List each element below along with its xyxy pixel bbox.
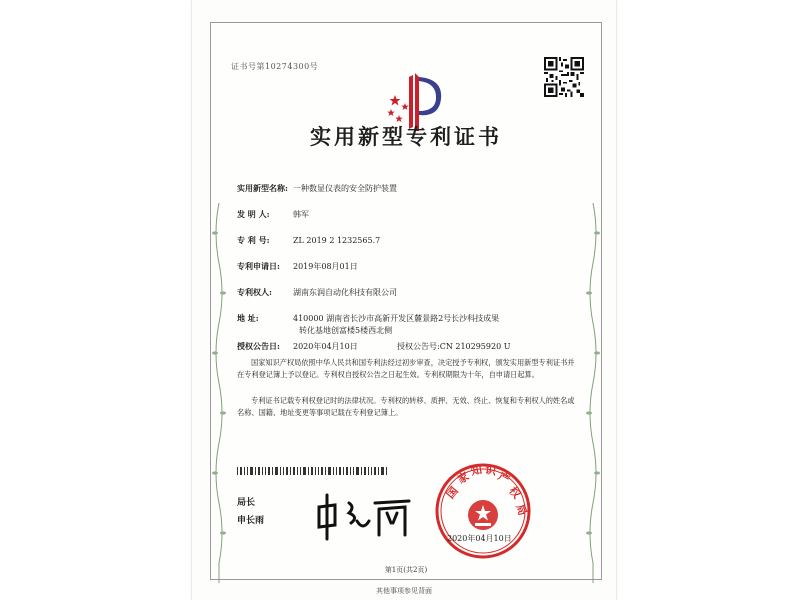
field-utility-model-name xyxy=(237,183,397,194)
field-value: 2020年04月10日 xyxy=(293,342,358,351)
field-label: 发 明 人: xyxy=(237,209,270,219)
address-line-2: 转化基地创富楼5楼西北侧 xyxy=(299,326,393,335)
field-value: 2019年08月01日 xyxy=(293,262,358,271)
official-seal-icon xyxy=(433,461,533,561)
field-inventor xyxy=(237,209,309,220)
seal-date: 2020年04月10日 xyxy=(447,534,512,543)
footer-note: 其他事项参见背面 xyxy=(376,587,432,595)
svg-text:国: 国 xyxy=(443,484,461,502)
qr-code-icon xyxy=(544,57,584,97)
certificate-frame xyxy=(210,22,602,580)
field-label: 授权公告日: xyxy=(237,341,280,351)
field-label: 地 址: xyxy=(237,313,259,323)
director-title: 局长 xyxy=(237,498,256,508)
page-indicator: 第1页(共2页) xyxy=(384,566,428,574)
field-label: 实用新型名称: xyxy=(237,183,288,193)
grant-statement-paragraph: 国家知识产权局依照中华人民共和国专利法经过初步审查，决定授予专利权，颁发实用新型专利证书并在专利登记簿上予以登记。专利权自授权公告之日起生效。专利权期限为十年，自申请日起算。 xyxy=(237,358,575,379)
vine-border-left-icon xyxy=(211,203,227,583)
field-value: ZL 2019 2 1232565.7 xyxy=(293,236,381,245)
certificate-title: 实用新型专利证书 xyxy=(310,124,502,149)
field-patentee xyxy=(237,287,397,298)
field-value: 韩军 xyxy=(293,210,309,219)
field-value: 一种数显仪表的安全防护装置 xyxy=(293,184,397,193)
svg-text:家: 家 xyxy=(455,469,472,487)
certificate-number: 证书号第10274300号 xyxy=(231,62,319,71)
field-label: 专利申请日: xyxy=(237,261,280,271)
vine-border-right-icon xyxy=(585,203,601,583)
publication-number: 授权公告号:CN 210295920 U xyxy=(397,342,511,351)
svg-text:知: 知 xyxy=(469,463,483,478)
field-label: 专利权人: xyxy=(237,287,272,297)
svg-text:识: 识 xyxy=(484,463,498,478)
field-label: 专 利 号: xyxy=(237,235,270,245)
legal-status-paragraph: 专利证书记载专利权登记时的法律状况。专利权的转移、质押、无效、终止、恢复和专利权人的姓名或名称、国籍、地址变更等事项记载在专利登记簿上。 xyxy=(237,396,575,417)
certificate-page xyxy=(192,0,616,600)
field-patent-number xyxy=(237,235,380,246)
director-name: 申长雨 xyxy=(237,516,265,526)
field-application-date xyxy=(237,261,358,272)
svg-text:权: 权 xyxy=(506,484,524,502)
svg-text:产: 产 xyxy=(495,469,512,487)
barcode-icon xyxy=(237,467,389,475)
field-value: 410000 湖南省长沙市高新开发区麓景路2号长沙科技成果 xyxy=(293,314,500,323)
field-grant-date xyxy=(237,341,358,352)
field-value: 湖南东润自动化科技有限公司 xyxy=(293,288,397,297)
svg-text:局: 局 xyxy=(513,502,530,518)
national-emblem-icon xyxy=(468,500,498,530)
field-address xyxy=(237,313,499,324)
handwritten-signature-icon xyxy=(309,491,419,543)
